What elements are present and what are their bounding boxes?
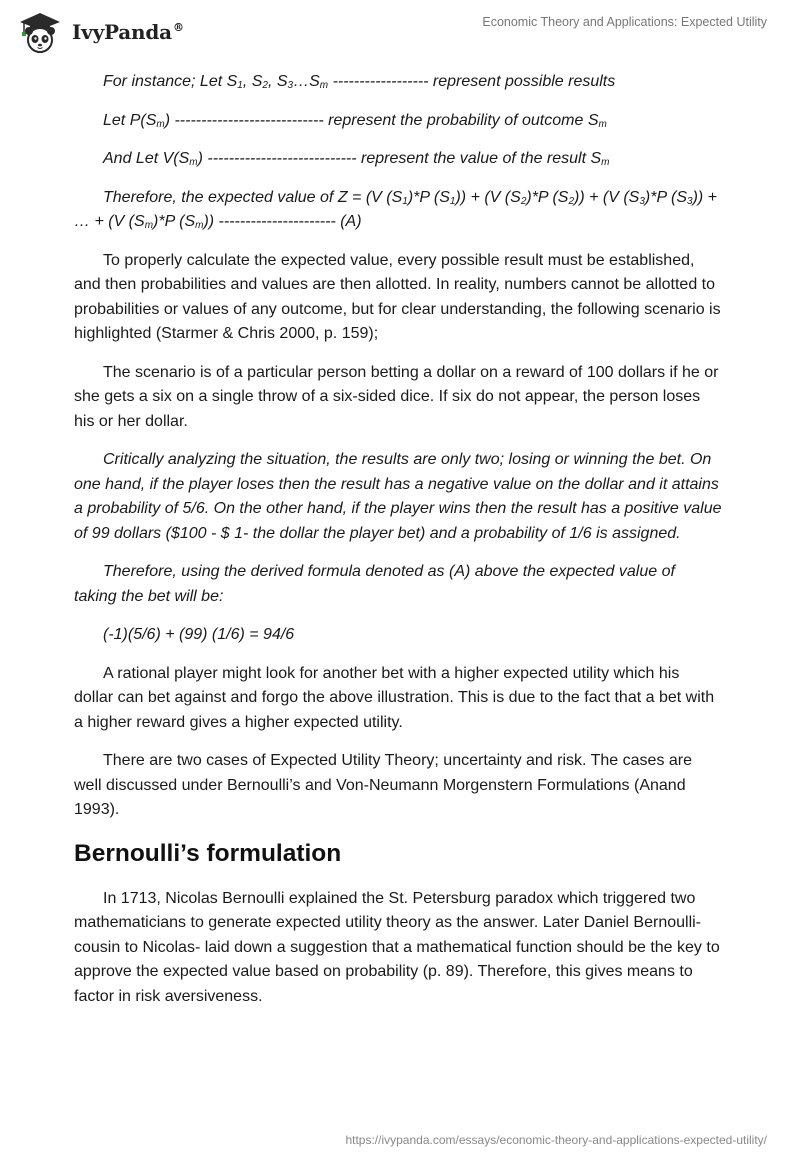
- paragraph: Therefore, using the derived formula denoted as (A) above the expected value of taking the bet will be:: [74, 563, 675, 605]
- paragraph: To properly calculate the expected value, every possible result must be established, and then probabilities and values are then allotted. In reality, numbers cannot be allotted to probabilities or values of any outcome, but for clear understanding, the following scenario is highlighted (Starmer & Chris 2000, p. 159);: [74, 251, 721, 342]
- paragraph: In 1713, Nicolas Bernoulli explained the St. Petersburg paradox which triggered two mathematicians to generate expected utility theory as the answer. Later Daniel Bernoulli- cousin to Nicolas- laid down a suggestion that a mathematical function should be the key to approve the expected value based on probability (p. 89). Therefore, this gives means to factor in risk aversiveness.: [74, 889, 720, 1005]
- formula-results: For instance; Let $S_1$, $S_2$, $S_3\dots S_m$ ------------------ represent possible results: [103, 73, 616, 91]
- paragraph: A rational player might look for another bet with a higher expected utility which his dollar can bet against and forgo the above illustration. This is due to the fact that a bet with a higher reward gives a higher expected utility.: [74, 664, 715, 731]
- paragraph: Critically analyzing the situation, the results are only two; losing or winning the bet. On one hand, if the player loses then the result has a negative value on the dollar and it attains a probability of 5/6. On the other hand, if the player wins then the result has a positive value of 99 dollars ($100 - $ 1- the dollar the player bet) and a probability of 1/6 is assigned.: [74, 451, 722, 542]
- panda-graduation-cap-icon: [14, 10, 66, 54]
- brand-name: IvyPanda®: [72, 20, 184, 44]
- section-heading: Bernoulli’s formulation: [74, 839, 342, 867]
- article-body: [74, 70, 722, 1023]
- source-url-link[interactable]: https://ivypanda.com/essays/economic-theory-and-applications-expected-utility/: [345, 1133, 767, 1147]
- formula-value: And Let $V(S_m)$ ---------------------------- represent the value of the result $S_m$: [103, 150, 610, 168]
- brand-logo[interactable]: [14, 10, 184, 54]
- formula-calculation: (-1)(5/6) + (99) (1/6) = 94/6: [103, 626, 295, 643]
- document-title: Economic Theory and Applications: Expected Utility: [482, 15, 767, 29]
- page-header: [0, 0, 800, 60]
- paragraph: The scenario is of a particular person betting a dollar on a reward of 100 dollars if he or she gets a six on a single throw of a six-sided dice. If six do not appear, the person loses his or her dollar.: [74, 363, 719, 430]
- formula-probability: Let $P(S_m)$ ---------------------------- represent the probability of outcome $S_m$: [103, 111, 607, 130]
- formula-expected-value: Therefore, the expected value of Z = (V $(S_1)*P$ $(S_1)) + (V$ $(S_2)*P$ $(S_2)) + (V$ $(S_3)*P$ $(S_3)$) + … + (V $(S_m)*P$ $(S_m)$) ---------------------- (A): [74, 188, 718, 231]
- paragraph: There are two cases of Expected Utility Theory; uncertainty and risk. The cases are well discussed under Bernoulli’s and Von-Neumann Morgenstern Formulations (Anand 1993).: [74, 752, 693, 818]
